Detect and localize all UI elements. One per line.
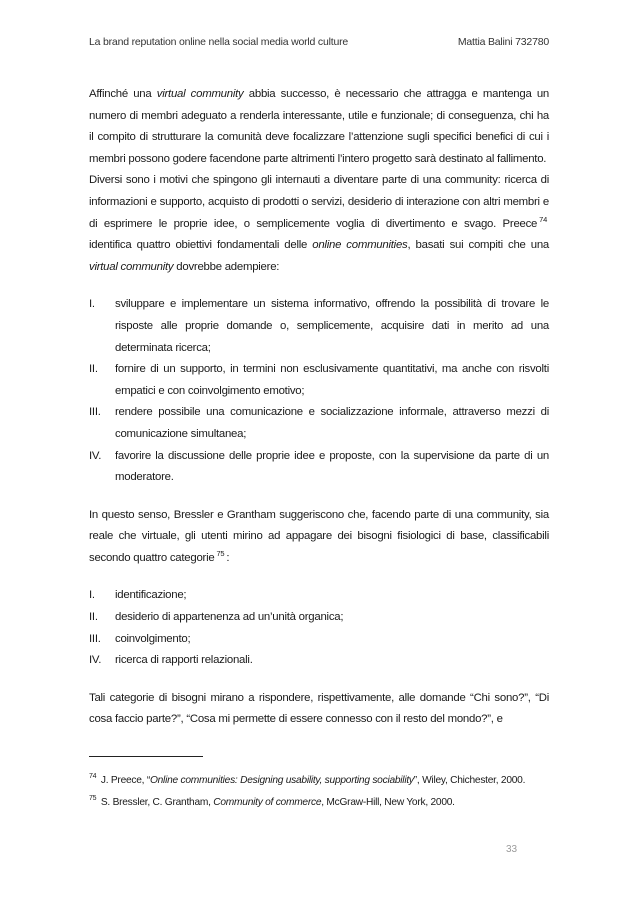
text-run: : — [226, 551, 230, 564]
text-run: Affinché una — [89, 88, 157, 100]
paragraph-3 — [89, 505, 549, 570]
list-number: III. — [89, 406, 101, 419]
list-number: I. — [89, 589, 95, 602]
text-run: dovrebbe adempiere: — [173, 260, 280, 273]
list-item — [89, 402, 549, 445]
spacer — [89, 672, 549, 688]
footnote-divider — [89, 756, 203, 757]
italic-run: virtual community — [156, 88, 244, 100]
list-item — [89, 607, 549, 629]
objectives-list — [89, 294, 549, 488]
italic-run: Community of commerce — [213, 797, 322, 808]
text-run: , McGraw-Hill, New York, 2000. — [321, 797, 455, 808]
text-run: ”, Wiley, Chichester, 2000. — [413, 775, 526, 786]
list-number: IV. — [89, 654, 102, 667]
body-text — [89, 84, 549, 731]
footnote-number: 74 — [89, 773, 97, 780]
list-text: fornire di un supporto, in termini non esclusivamente quantitativi, ma anche con risvolti empatici e con coinvolgimento emotivo; — [115, 363, 549, 397]
list-text: sviluppare e implementare un sistema informativo, offrendo la possibilità di trovare le risposte alle proprie domande o, semplicemente, acquisire dati in merito ad una determinata ricerca; — [115, 298, 549, 354]
list-item — [89, 359, 549, 402]
footnote-ref-74[interactable]: 74 — [539, 214, 547, 224]
list-item — [89, 629, 549, 651]
list-item — [89, 446, 549, 489]
footnote-74 — [89, 770, 559, 792]
italic-run: virtual community — [89, 260, 174, 273]
list-item — [89, 585, 549, 607]
list-text: favorire la discussione delle proprie idee e proposte, con la supervisione da parte di un moderatore. — [115, 449, 549, 484]
italic-run: online communities — [312, 239, 408, 252]
text-run: Diversi sono i motivi che spingono gli internauti a diventare parte di una community: ricerca di informazioni e supporto, acquisto di prodotti o servizi, desiderio di interazione con altri membri e di esprimere le proprie idee, o semplicemente voglia di divertimento e svago. Preece — [89, 174, 549, 230]
list-number: III. — [89, 632, 101, 645]
paragraph-1 — [89, 84, 549, 170]
footnote-number: 75 — [89, 795, 97, 802]
footnotes — [89, 770, 559, 814]
paragraph-2 — [89, 170, 549, 278]
list-number: IV. — [89, 449, 102, 462]
paragraph-4: Tali categorie di bisogni mirano a rispondere, rispettivamente, alle domande “Chi sono?”, “Di cosa faccio parte?”, “Cosa mi permette di essere connesso con il resto del mondo?”, e — [89, 691, 549, 726]
text-run: J. Preece, “ — [98, 775, 150, 786]
list-item — [89, 650, 549, 672]
list-text: ricerca di rapporti relazionali. — [115, 654, 253, 667]
text-run: In questo senso, Bressler e Grantham suggeriscono che, facendo parte di una community, sia reale che virtuale, gli utenti mirino ad appagare dei bisogni fisiologici di base, classificabili secondo quattro categorie — [89, 508, 549, 564]
categories-list — [89, 585, 549, 671]
page-number: 33 — [506, 844, 518, 855]
list-item — [89, 294, 549, 359]
footnote-ref-75[interactable]: 75 — [216, 548, 225, 558]
list-text: rendere possibile una comunicazione e socializzazione informale, attraverso mezzi di comunicazione simultanea; — [115, 406, 549, 440]
list-text: coinvolgimento; — [115, 632, 191, 645]
italic-run: Online communities: Designing usability, supporting sociability — [149, 775, 414, 786]
header-author: Mattia Balini 732780 — [457, 36, 549, 48]
spacer — [89, 489, 549, 505]
list-number: I. — [89, 298, 95, 311]
text-run: , basati sui compiti che una — [407, 239, 550, 252]
list-text: identificazione; — [115, 589, 187, 602]
text-run: identifica quattro obiettivi fondamentali delle — [89, 239, 313, 252]
spacer — [89, 278, 549, 294]
text-run: S. Bressler, C. Grantham, — [98, 797, 214, 808]
list-number: II. — [89, 363, 98, 376]
spacer — [89, 569, 549, 585]
running-header — [89, 36, 549, 48]
list-number: II. — [89, 611, 98, 624]
text-run: abbia successo, è necessario che attragga e mantenga un numero di membri adeguato a renderla interessante, utile e funzionale; di conseguenza, chi ha il compito di strutturare la comunità deve focalizzare l’attenzione sugli specifici benefici di cui i membri possono godere facendone parte altrimenti l’intero progetto sarà destinato al fallimento. — [89, 88, 549, 165]
header-title: La brand reputation online nella social media world culture — [89, 36, 349, 48]
footnote-75 — [89, 792, 559, 814]
list-text: desiderio di appartenenza ad un’unità organica; — [115, 611, 344, 624]
